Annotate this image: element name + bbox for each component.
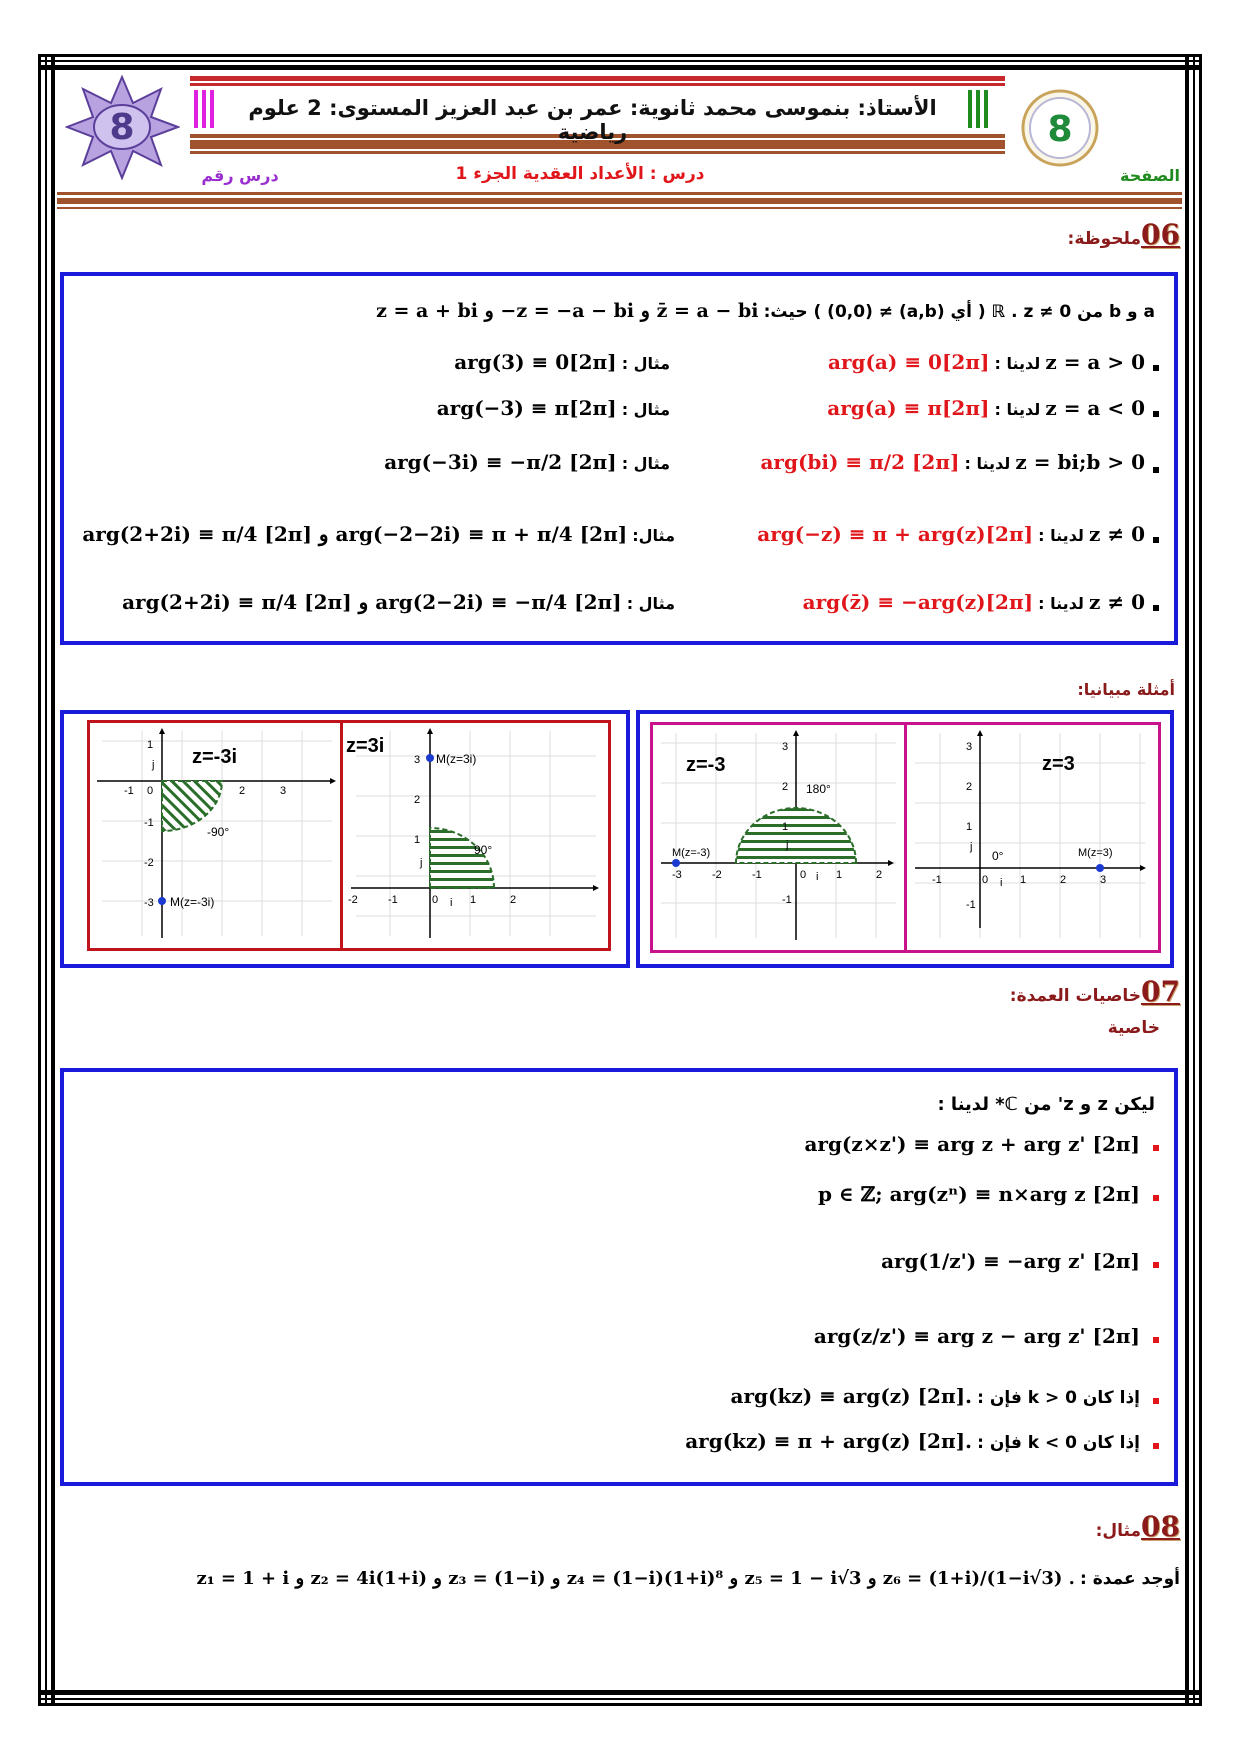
- svg-text:M(z=-3): M(z=-3): [672, 847, 711, 859]
- svg-text:-1: -1: [932, 874, 942, 886]
- svg-text:-1: -1: [124, 785, 134, 797]
- svg-text:3: 3: [414, 754, 421, 766]
- svg-text:8: 8: [1047, 109, 1073, 150]
- svg-text:180°: 180°: [806, 782, 831, 796]
- svg-text:2: 2: [1060, 874, 1067, 886]
- svg-text:1: 1: [470, 894, 477, 906]
- lesson-title: درس : الأعداد العقدية الجزء 1: [455, 164, 705, 184]
- svg-text:j: j: [420, 857, 423, 869]
- svg-text:8: 8: [109, 107, 135, 148]
- svg-text:0: 0: [147, 785, 154, 797]
- svg-text:-1: -1: [966, 899, 976, 911]
- svg-text:z=3i: z=3i: [346, 735, 385, 757]
- section-08-title: مثال:: [1095, 1521, 1142, 1541]
- svg-text:-2: -2: [712, 869, 722, 881]
- page-label: الصفحة: [1119, 166, 1180, 185]
- svg-text:z=-3i: z=-3i: [192, 746, 238, 768]
- svg-text:90°: 90°: [474, 843, 493, 857]
- svg-text:2: 2: [510, 894, 517, 906]
- properties-box: [60, 1068, 1178, 1486]
- teacher-line: الأستاذ: بنموسى محمد ثانوية: عمر بن عبد العزيز المستوى: 2 علوم رياضية: [248, 96, 937, 144]
- svg-text:M(z=3): M(z=3): [1078, 847, 1113, 859]
- star-logo-icon: [65, 75, 180, 180]
- svg-text:-3: -3: [672, 869, 682, 881]
- svg-text:-1: -1: [782, 894, 792, 906]
- svg-text:-90°: -90°: [207, 825, 230, 839]
- svg-text:2: 2: [239, 785, 246, 797]
- svg-text:0: 0: [800, 869, 807, 881]
- graph-z-minus-3: [656, 728, 900, 943]
- svg-text:0: 0: [982, 874, 989, 886]
- lesson-number-label: درس رقم: [201, 166, 279, 185]
- svg-text:3: 3: [280, 785, 287, 797]
- svg-text:3: 3: [966, 741, 973, 753]
- svg-text:-3: -3: [144, 897, 154, 909]
- svg-text:-1: -1: [752, 869, 762, 881]
- svg-text:1: 1: [836, 869, 843, 881]
- svg-text:2: 2: [876, 869, 883, 881]
- graph-z-3: [910, 728, 1150, 943]
- svg-text:0: 0: [432, 894, 439, 906]
- section-07-heading: 07خاصيات العمدة:: [1009, 975, 1180, 1008]
- svg-text:j: j: [970, 841, 973, 853]
- svg-text:0°: 0°: [992, 849, 1004, 863]
- svg-text:2: 2: [414, 794, 421, 806]
- svg-text:j: j: [152, 759, 155, 771]
- svg-text:z=-3: z=-3: [686, 754, 726, 776]
- svg-text:i: i: [450, 897, 453, 909]
- svg-text:z=3: z=3: [1042, 753, 1075, 775]
- remark-intro: a و b من ℝ . z ≠ 0 ( أي (a,b) ≠ (0,0) ) حيث: z = a + bi و −z = −a − bi و z̄ = a − bi: [376, 300, 1155, 322]
- graph-z-3i: [346, 726, 600, 941]
- svg-text:i: i: [1000, 877, 1003, 889]
- svg-text:j: j: [786, 839, 789, 851]
- svg-text:1: 1: [966, 821, 973, 833]
- section-06-title: ملحوظة:: [1067, 229, 1142, 249]
- svg-text:2: 2: [966, 781, 973, 793]
- page-number-badge: [1020, 88, 1100, 168]
- svg-text:2: 2: [782, 781, 789, 793]
- section-08-heading: 08مثال:: [1095, 1510, 1180, 1543]
- svg-text:3: 3: [782, 741, 789, 753]
- section-07-title: خاصيات العمدة:: [1009, 986, 1142, 1006]
- svg-text:3: 3: [1100, 874, 1107, 886]
- svg-text:-2: -2: [348, 894, 358, 906]
- svg-text:1: 1: [147, 739, 154, 751]
- section-06-heading: 06ملحوظة:: [1067, 218, 1180, 251]
- svg-text:-1: -1: [388, 894, 398, 906]
- svg-text:i: i: [816, 871, 819, 883]
- svg-text:M(z=3i): M(z=3i): [436, 752, 477, 766]
- svg-text:1: 1: [1020, 874, 1027, 886]
- example-line: أوجد عمدة : z₁ = 1 + i و z₂ = 4i(1+i) و z₃ = (1−i) و z₄ = (1−i)(1+i)⁸ و z₅ = 1 − i√3 و z₆ = (1+i)/(1−i√3) .: [196, 1568, 1180, 1589]
- graphs-title: أمثلة مبيانيا:: [1077, 680, 1175, 699]
- svg-text:-2: -2: [144, 857, 154, 869]
- properties-intro: ليكن z و z' من ℂ* لدينا :: [937, 1094, 1155, 1115]
- svg-text:1: 1: [414, 834, 421, 846]
- graph-z-minus-3i: [92, 726, 338, 941]
- property-subtitle: خاصية: [1107, 1018, 1160, 1038]
- svg-text:-1: -1: [144, 817, 154, 829]
- svg-text:1: 1: [782, 821, 789, 833]
- svg-text:M(z=-3i): M(z=-3i): [170, 895, 215, 909]
